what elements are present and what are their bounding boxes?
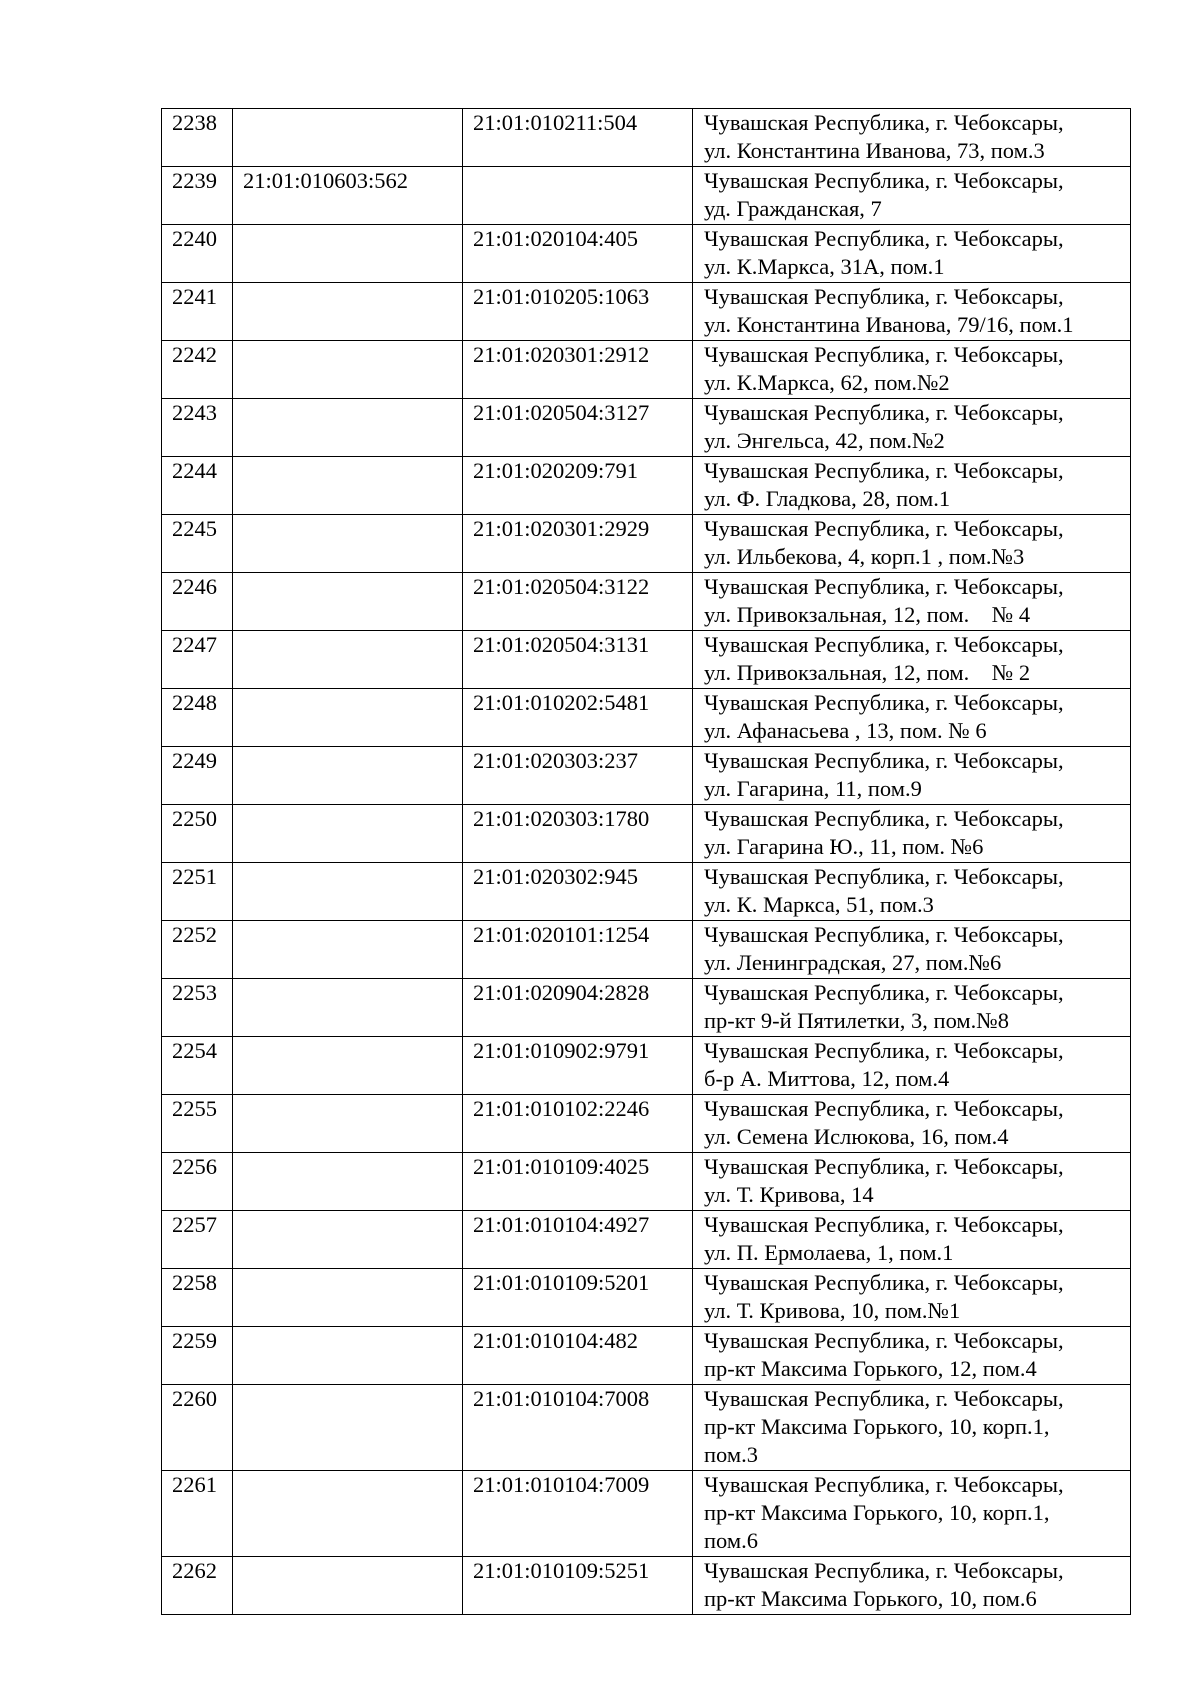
row-number-cell bbox=[162, 631, 233, 689]
table-row bbox=[162, 1153, 1131, 1211]
address-line: Чувашская Республика, г. Чебоксары, bbox=[704, 1270, 1064, 1295]
row-number-cell bbox=[162, 167, 233, 225]
room-cadastral-cell bbox=[463, 515, 693, 573]
table-row bbox=[162, 979, 1131, 1037]
address-line: ул. К. Маркса, 51, пом.3 bbox=[704, 892, 934, 917]
table-row bbox=[162, 1211, 1131, 1269]
table-row bbox=[162, 1037, 1131, 1095]
table-row bbox=[162, 341, 1131, 399]
address-line: Чувашская Республика, г. Чебоксары, bbox=[704, 458, 1064, 483]
room-cadastral-number: 21:01:020302:945 bbox=[473, 864, 639, 889]
room-cadastral-number: 21:01:020301:2912 bbox=[473, 342, 650, 367]
room-cadastral-number: 21:01:020209:791 bbox=[473, 458, 639, 483]
address-line: Чувашская Республика, г. Чебоксары, bbox=[704, 922, 1064, 947]
row-number-cell bbox=[162, 225, 233, 283]
building-cadastral-cell bbox=[233, 1327, 463, 1385]
building-cadastral-cell bbox=[233, 225, 463, 283]
address-cell bbox=[693, 689, 1131, 747]
room-cadastral-number: 21:01:020303:237 bbox=[473, 748, 639, 773]
room-cadastral-cell bbox=[463, 225, 693, 283]
room-cadastral-cell bbox=[463, 1385, 693, 1471]
room-cadastral-number: 21:01:010104:4927 bbox=[473, 1212, 650, 1237]
room-cadastral-cell bbox=[463, 283, 693, 341]
room-cadastral-number: 21:01:010109:5201 bbox=[473, 1270, 650, 1295]
row-number: 2244 bbox=[172, 458, 217, 483]
address-cell bbox=[693, 747, 1131, 805]
address-line: ул. Энгельса, 42, пом.№2 bbox=[704, 428, 945, 453]
table-row bbox=[162, 1385, 1131, 1471]
address-line: Чувашская Республика, г. Чебоксары, bbox=[704, 1386, 1064, 1411]
address-cell bbox=[693, 1037, 1131, 1095]
building-cadastral-cell bbox=[233, 341, 463, 399]
building-cadastral-cell bbox=[233, 1095, 463, 1153]
row-number: 2246 bbox=[172, 574, 217, 599]
row-number-cell bbox=[162, 1037, 233, 1095]
address-line: Чувашская Республика, г. Чебоксары, bbox=[704, 574, 1064, 599]
address-cell bbox=[693, 457, 1131, 515]
row-number: 2260 bbox=[172, 1386, 217, 1411]
address-line: Чувашская Республика, г. Чебоксары, bbox=[704, 980, 1064, 1005]
row-number-cell bbox=[162, 457, 233, 515]
address-cell bbox=[693, 167, 1131, 225]
address-cell bbox=[693, 979, 1131, 1037]
row-number-cell bbox=[162, 1095, 233, 1153]
row-number-cell bbox=[162, 921, 233, 979]
address-cell bbox=[693, 341, 1131, 399]
address-cell bbox=[693, 225, 1131, 283]
room-cadastral-number: 21:01:010104:482 bbox=[473, 1328, 639, 1353]
room-cadastral-number: 21:01:020301:2929 bbox=[473, 516, 650, 541]
table-row bbox=[162, 399, 1131, 457]
table-row bbox=[162, 109, 1131, 167]
address-line: ул. Гагарина, 11, пом.9 bbox=[704, 776, 922, 801]
address-line: Чувашская Республика, г. Чебоксары, bbox=[704, 516, 1064, 541]
address-line: ул. К.Маркса, 62, пом.№2 bbox=[704, 370, 950, 395]
table-row bbox=[162, 167, 1131, 225]
table-row bbox=[162, 631, 1131, 689]
address-line: ул. К.Маркса, 31А, пом.1 bbox=[704, 254, 945, 279]
room-cadastral-cell bbox=[463, 457, 693, 515]
building-cadastral-number: 21:01:010603:562 bbox=[243, 168, 409, 193]
room-cadastral-cell bbox=[463, 1095, 693, 1153]
room-cadastral-cell bbox=[463, 573, 693, 631]
room-cadastral-cell bbox=[463, 109, 693, 167]
room-cadastral-cell bbox=[463, 1037, 693, 1095]
building-cadastral-cell bbox=[233, 979, 463, 1037]
building-cadastral-cell bbox=[233, 805, 463, 863]
room-cadastral-number: 21:01:010102:2246 bbox=[473, 1096, 650, 1121]
address-line: ул. Константина Иванова, 73, пом.3 bbox=[704, 138, 1045, 163]
table-row bbox=[162, 225, 1131, 283]
address-cell bbox=[693, 1385, 1131, 1471]
address-cell bbox=[693, 1327, 1131, 1385]
row-number: 2253 bbox=[172, 980, 217, 1005]
address-cell bbox=[693, 573, 1131, 631]
room-cadastral-number: 21:01:010109:5251 bbox=[473, 1558, 650, 1583]
row-number-cell bbox=[162, 399, 233, 457]
address-cell bbox=[693, 283, 1131, 341]
row-number: 2243 bbox=[172, 400, 217, 425]
row-number: 2256 bbox=[172, 1154, 217, 1179]
row-number: 2259 bbox=[172, 1328, 217, 1353]
row-number: 2252 bbox=[172, 922, 217, 947]
address-cell bbox=[693, 863, 1131, 921]
table-row bbox=[162, 921, 1131, 979]
address-cell bbox=[693, 921, 1131, 979]
address-line: Чувашская Республика, г. Чебоксары, bbox=[704, 1558, 1064, 1583]
address-cell bbox=[693, 1153, 1131, 1211]
address-line: Чувашская Республика, г. Чебоксары, bbox=[704, 284, 1064, 309]
row-number-cell bbox=[162, 805, 233, 863]
row-number: 2248 bbox=[172, 690, 217, 715]
room-cadastral-number: 21:01:010211:504 bbox=[473, 110, 638, 135]
room-cadastral-number: 21:01:020904:2828 bbox=[473, 980, 650, 1005]
registry-table-body bbox=[162, 109, 1131, 1615]
address-cell bbox=[693, 1211, 1131, 1269]
row-number-cell bbox=[162, 747, 233, 805]
room-cadastral-cell bbox=[463, 1153, 693, 1211]
building-cadastral-cell bbox=[233, 515, 463, 573]
building-cadastral-cell bbox=[233, 399, 463, 457]
address-line: Чувашская Республика, г. Чебоксары, bbox=[704, 400, 1064, 425]
row-number: 2242 bbox=[172, 342, 217, 367]
address-line: пр-кт Максима Горького, 10, пом.6 bbox=[704, 1586, 1037, 1611]
table-row bbox=[162, 863, 1131, 921]
table-row bbox=[162, 1269, 1131, 1327]
row-number: 2250 bbox=[172, 806, 217, 831]
building-cadastral-cell bbox=[233, 283, 463, 341]
building-cadastral-cell bbox=[233, 1269, 463, 1327]
row-number: 2238 bbox=[172, 110, 217, 135]
table-row bbox=[162, 747, 1131, 805]
room-cadastral-number: 21:01:020504:3131 bbox=[473, 632, 650, 657]
address-line: пр-кт 9-й Пятилетки, 3, пом.№8 bbox=[704, 1008, 1009, 1033]
address-cell bbox=[693, 1471, 1131, 1557]
table-row bbox=[162, 283, 1131, 341]
room-cadastral-cell bbox=[463, 921, 693, 979]
room-cadastral-number: 21:01:010205:1063 bbox=[473, 284, 650, 309]
row-number-cell bbox=[162, 1211, 233, 1269]
address-line: ул. Афанасьева , 13, пом. № 6 bbox=[704, 718, 987, 743]
address-line: Чувашская Республика, г. Чебоксары, bbox=[704, 1154, 1064, 1179]
table-row bbox=[162, 457, 1131, 515]
row-number: 2258 bbox=[172, 1270, 217, 1295]
building-cadastral-cell bbox=[233, 689, 463, 747]
address-cell bbox=[693, 109, 1131, 167]
registry-table bbox=[161, 108, 1131, 1615]
table-row bbox=[162, 515, 1131, 573]
room-cadastral-cell bbox=[463, 1211, 693, 1269]
address-line: Чувашская Республика, г. Чебоксары, bbox=[704, 1472, 1064, 1497]
row-number-cell bbox=[162, 109, 233, 167]
building-cadastral-cell bbox=[233, 1557, 463, 1615]
row-number: 2245 bbox=[172, 516, 217, 541]
room-cadastral-cell bbox=[463, 747, 693, 805]
address-line: пр-кт Максима Горького, 12, пом.4 bbox=[704, 1356, 1037, 1381]
address-line: Чувашская Республика, г. Чебоксары, bbox=[704, 806, 1064, 831]
table-row bbox=[162, 689, 1131, 747]
address-line: ул. П. Ермолаева, 1, пом.1 bbox=[704, 1240, 954, 1265]
row-number: 2254 bbox=[172, 1038, 217, 1063]
address-line: пом.6 bbox=[704, 1528, 758, 1553]
room-cadastral-number: 21:01:010902:9791 bbox=[473, 1038, 650, 1063]
address-line: ул. Т. Кривова, 14 bbox=[704, 1182, 874, 1207]
address-line: пр-кт Максима Горького, 10, корп.1, bbox=[704, 1414, 1050, 1439]
room-cadastral-cell bbox=[463, 863, 693, 921]
building-cadastral-cell bbox=[233, 1471, 463, 1557]
room-cadastral-cell bbox=[463, 631, 693, 689]
row-number-cell bbox=[162, 341, 233, 399]
room-cadastral-number: 21:01:010109:4025 bbox=[473, 1154, 650, 1179]
room-cadastral-cell bbox=[463, 1269, 693, 1327]
room-cadastral-number: 21:01:020504:3127 bbox=[473, 400, 650, 425]
building-cadastral-cell bbox=[233, 631, 463, 689]
row-number-cell bbox=[162, 283, 233, 341]
room-cadastral-number: 21:01:020504:3122 bbox=[473, 574, 650, 599]
row-number: 2262 bbox=[172, 1558, 217, 1583]
address-cell bbox=[693, 399, 1131, 457]
address-line: Чувашская Республика, г. Чебоксары, bbox=[704, 632, 1064, 657]
room-cadastral-number: 21:01:020101:1254 bbox=[473, 922, 650, 947]
address-cell bbox=[693, 1557, 1131, 1615]
row-number-cell bbox=[162, 1269, 233, 1327]
address-line: Чувашская Республика, г. Чебоксары, bbox=[704, 226, 1064, 251]
row-number: 2255 bbox=[172, 1096, 217, 1121]
row-number: 2249 bbox=[172, 748, 217, 773]
address-line: ул. Ф. Гладкова, 28, пом.1 bbox=[704, 486, 951, 511]
building-cadastral-cell bbox=[233, 1385, 463, 1471]
address-line: Чувашская Республика, г. Чебоксары, bbox=[704, 864, 1064, 889]
address-line: Чувашская Республика, г. Чебоксары, bbox=[704, 690, 1064, 715]
room-cadastral-cell bbox=[463, 805, 693, 863]
address-line: ул. Гагарина Ю., 11, пом. №6 bbox=[704, 834, 984, 859]
row-number-cell bbox=[162, 1385, 233, 1471]
room-cadastral-number: 21:01:010202:5481 bbox=[473, 690, 650, 715]
building-cadastral-cell bbox=[233, 109, 463, 167]
building-cadastral-cell bbox=[233, 457, 463, 515]
row-number-cell bbox=[162, 573, 233, 631]
address-cell bbox=[693, 1269, 1131, 1327]
address-line: ул. Семена Ислюкова, 16, пом.4 bbox=[704, 1124, 1009, 1149]
building-cadastral-cell bbox=[233, 1211, 463, 1269]
row-number-cell bbox=[162, 1327, 233, 1385]
address-line: Чувашская Республика, г. Чебоксары, bbox=[704, 342, 1064, 367]
room-cadastral-number: 21:01:020303:1780 bbox=[473, 806, 650, 831]
row-number: 2257 bbox=[172, 1212, 217, 1237]
address-line: Чувашская Республика, г. Чебоксары, bbox=[704, 748, 1064, 773]
room-cadastral-cell bbox=[463, 341, 693, 399]
address-line: пр-кт Максима Горького, 10, корп.1, bbox=[704, 1500, 1050, 1525]
row-number-cell bbox=[162, 1471, 233, 1557]
room-cadastral-cell bbox=[463, 167, 693, 225]
table-row bbox=[162, 1471, 1131, 1557]
row-number: 2240 bbox=[172, 226, 217, 251]
row-number-cell bbox=[162, 1153, 233, 1211]
row-number: 2251 bbox=[172, 864, 217, 889]
room-cadastral-cell bbox=[463, 399, 693, 457]
building-cadastral-cell bbox=[233, 167, 463, 225]
row-number: 2239 bbox=[172, 168, 217, 193]
row-number: 2261 bbox=[172, 1472, 217, 1497]
address-line: ул. Привокзальная, 12, пом. № 2 bbox=[704, 660, 1031, 685]
address-line: Чувашская Республика, г. Чебоксары, bbox=[704, 168, 1064, 193]
address-line: ул. Привокзальная, 12, пом. № 4 bbox=[704, 602, 1031, 627]
row-number: 2247 bbox=[172, 632, 217, 657]
address-line: уд. Гражданская, 7 bbox=[704, 196, 882, 221]
row-number: 2241 bbox=[172, 284, 217, 309]
building-cadastral-cell bbox=[233, 747, 463, 805]
building-cadastral-cell bbox=[233, 573, 463, 631]
address-line: б-р А. Миттова, 12, пом.4 bbox=[704, 1066, 950, 1091]
row-number-cell bbox=[162, 979, 233, 1037]
building-cadastral-cell bbox=[233, 1153, 463, 1211]
row-number-cell bbox=[162, 1557, 233, 1615]
address-line: пом.3 bbox=[704, 1442, 758, 1467]
address-line: ул. Ильбекова, 4, корп.1 , пом.№3 bbox=[704, 544, 1025, 569]
table-row bbox=[162, 1327, 1131, 1385]
room-cadastral-cell bbox=[463, 1471, 693, 1557]
room-cadastral-number: 21:01:010104:7008 bbox=[473, 1386, 650, 1411]
room-cadastral-cell bbox=[463, 1557, 693, 1615]
building-cadastral-cell bbox=[233, 1037, 463, 1095]
room-cadastral-cell bbox=[463, 689, 693, 747]
address-cell bbox=[693, 1095, 1131, 1153]
address-line: Чувашская Республика, г. Чебоксары, bbox=[704, 1212, 1064, 1237]
address-line: Чувашская Республика, г. Чебоксары, bbox=[704, 1328, 1064, 1353]
address-line: Чувашская Республика, г. Чебоксары, bbox=[704, 1038, 1064, 1063]
room-cadastral-cell bbox=[463, 1327, 693, 1385]
address-cell bbox=[693, 515, 1131, 573]
address-line: ул. Константина Иванова, 79/16, пом.1 bbox=[704, 312, 1074, 337]
table-row bbox=[162, 805, 1131, 863]
row-number-cell bbox=[162, 689, 233, 747]
address-line: Чувашская Республика, г. Чебоксары, bbox=[704, 1096, 1064, 1121]
room-cadastral-number: 21:01:020104:405 bbox=[473, 226, 639, 251]
address-cell bbox=[693, 805, 1131, 863]
row-number-cell bbox=[162, 515, 233, 573]
table-row bbox=[162, 573, 1131, 631]
table-row bbox=[162, 1557, 1131, 1615]
building-cadastral-cell bbox=[233, 863, 463, 921]
row-number-cell bbox=[162, 863, 233, 921]
table-row bbox=[162, 1095, 1131, 1153]
room-cadastral-number: 21:01:010104:7009 bbox=[473, 1472, 650, 1497]
address-line: ул. Т. Кривова, 10, пом.№1 bbox=[704, 1298, 961, 1323]
address-line: ул. Ленинградская, 27, пом.№6 bbox=[704, 950, 1002, 975]
building-cadastral-cell bbox=[233, 921, 463, 979]
room-cadastral-cell bbox=[463, 979, 693, 1037]
address-line: Чувашская Республика, г. Чебоксары, bbox=[704, 110, 1064, 135]
address-cell bbox=[693, 631, 1131, 689]
